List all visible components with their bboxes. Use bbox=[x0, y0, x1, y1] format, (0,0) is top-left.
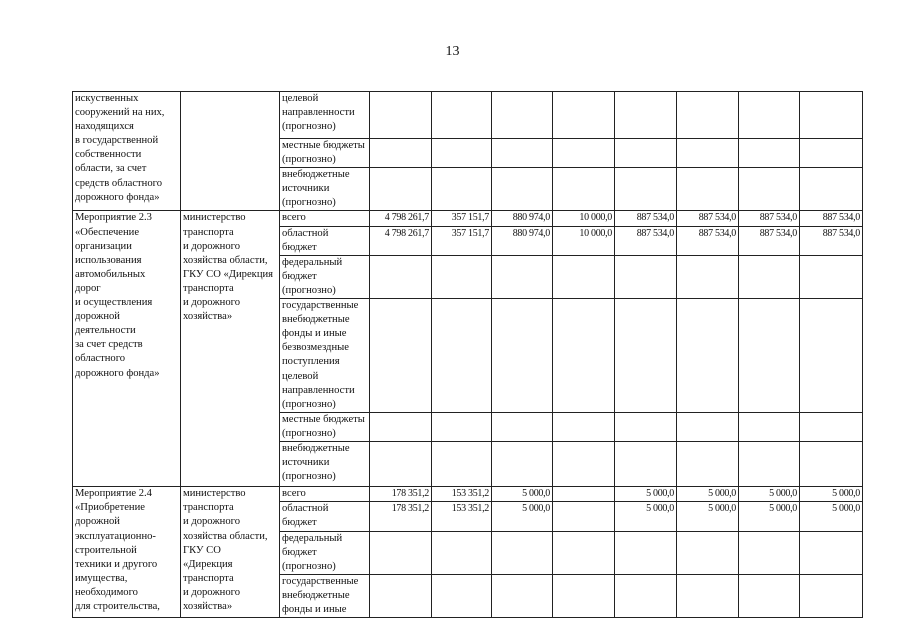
value-cell: 887 534,0 bbox=[615, 226, 677, 255]
value-cell bbox=[615, 139, 677, 168]
value-cell bbox=[615, 92, 677, 139]
value-cell bbox=[432, 255, 492, 298]
value-cell bbox=[370, 531, 432, 574]
funding-source-cell bbox=[280, 487, 370, 502]
table-row bbox=[73, 487, 863, 502]
activity-text: Мероприятие 2.4 «Приобретение дорожной эксплуатационно- строительной техники и другого имущества, необходимого для строительства, bbox=[75, 488, 160, 612]
value-cell bbox=[677, 531, 739, 574]
funding-source-cell bbox=[280, 299, 370, 413]
value-cell bbox=[800, 299, 863, 413]
value-cell: 357 151,7 bbox=[432, 211, 492, 226]
value-cell: 5 000,0 bbox=[800, 502, 863, 531]
value-cell bbox=[739, 139, 800, 168]
activity-cell bbox=[73, 92, 181, 211]
value-cell: 5 000,0 bbox=[677, 487, 739, 502]
value-cell bbox=[615, 574, 677, 617]
value-cell bbox=[370, 442, 432, 487]
value-cell bbox=[553, 442, 615, 487]
value-cell bbox=[553, 502, 615, 531]
funding-source-label: всего bbox=[282, 212, 306, 224]
value-cell: 5 000,0 bbox=[492, 502, 553, 531]
value-cell: 10 000,0 bbox=[553, 211, 615, 226]
value-cell bbox=[553, 139, 615, 168]
value-cell: 178 351,2 bbox=[370, 487, 432, 502]
value-cell bbox=[432, 92, 492, 139]
value-cell bbox=[553, 574, 615, 617]
funding-source-label: федеральный бюджет (прогнозно) bbox=[282, 256, 343, 296]
budget-table bbox=[72, 91, 863, 618]
funding-source-cell bbox=[280, 255, 370, 298]
value-cell bbox=[800, 168, 863, 211]
value-cell bbox=[739, 531, 800, 574]
funding-source-cell bbox=[280, 442, 370, 487]
executor-cell bbox=[181, 211, 280, 487]
value-cell bbox=[553, 299, 615, 413]
value-cell bbox=[800, 139, 863, 168]
value-cell bbox=[492, 168, 553, 211]
value-cell bbox=[432, 299, 492, 413]
value-cell bbox=[432, 442, 492, 487]
value-cell bbox=[370, 92, 432, 139]
value-cell bbox=[615, 168, 677, 211]
funding-source-label: местные бюджеты (прогнозно) bbox=[282, 140, 365, 166]
funding-source-cell bbox=[280, 211, 370, 226]
value-cell bbox=[800, 442, 863, 487]
funding-source-cell bbox=[280, 413, 370, 442]
executor-text: министерство транспорта и дорожного хозяйства области, ГКУ СО «Дирекция транспорта и дорожного хозяйства» bbox=[183, 212, 274, 323]
value-cell bbox=[800, 92, 863, 139]
value-cell bbox=[553, 168, 615, 211]
value-cell bbox=[492, 299, 553, 413]
value-cell bbox=[370, 299, 432, 413]
value-cell: 887 534,0 bbox=[739, 211, 800, 226]
value-cell bbox=[800, 413, 863, 442]
value-cell bbox=[432, 168, 492, 211]
activity-cell bbox=[73, 487, 181, 618]
table-row bbox=[73, 211, 863, 226]
funding-source-label: федеральный бюджет (прогнозно) bbox=[282, 532, 343, 572]
funding-source-cell bbox=[280, 531, 370, 574]
value-cell bbox=[553, 413, 615, 442]
value-cell: 880 974,0 bbox=[492, 211, 553, 226]
value-cell: 5 000,0 bbox=[615, 502, 677, 531]
funding-source-label: внебюджетные источники (прогнозно) bbox=[282, 169, 350, 209]
funding-source-cell bbox=[280, 139, 370, 168]
value-cell bbox=[800, 531, 863, 574]
value-cell: 4 798 261,7 bbox=[370, 211, 432, 226]
executor-cell bbox=[181, 487, 280, 618]
funding-source-cell bbox=[280, 92, 370, 139]
value-cell bbox=[677, 139, 739, 168]
value-cell bbox=[492, 442, 553, 487]
value-cell: 153 351,2 bbox=[432, 487, 492, 502]
value-cell: 5 000,0 bbox=[677, 502, 739, 531]
value-cell bbox=[370, 139, 432, 168]
value-cell bbox=[370, 574, 432, 617]
value-cell: 4 798 261,7 bbox=[370, 226, 432, 255]
funding-source-label: местные бюджеты (прогнозно) bbox=[282, 414, 365, 440]
value-cell: 5 000,0 bbox=[615, 487, 677, 502]
value-cell bbox=[615, 299, 677, 413]
value-cell bbox=[615, 442, 677, 487]
value-cell: 178 351,2 bbox=[370, 502, 432, 531]
value-cell bbox=[739, 92, 800, 139]
value-cell: 153 351,2 bbox=[432, 502, 492, 531]
value-cell: 5 000,0 bbox=[739, 502, 800, 531]
activity-text: Мероприятие 2.3 «Обеспечение организации использования автомобильных дорог и осуществления дорожной деятельности за счет средств областного дорожного фонда» bbox=[75, 212, 160, 379]
value-cell: 357 151,7 bbox=[432, 226, 492, 255]
executor-text: министерство транспорта и дорожного хозяйства области, ГКУ СО «Дирекция транспорта и дорожного хозяйства» bbox=[183, 488, 268, 612]
value-cell: 887 534,0 bbox=[615, 211, 677, 226]
value-cell bbox=[677, 299, 739, 413]
value-cell bbox=[553, 255, 615, 298]
value-cell: 887 534,0 bbox=[739, 226, 800, 255]
value-cell bbox=[677, 442, 739, 487]
value-cell bbox=[432, 574, 492, 617]
value-cell bbox=[615, 531, 677, 574]
value-cell bbox=[615, 413, 677, 442]
value-cell: 880 974,0 bbox=[492, 226, 553, 255]
value-cell: 10 000,0 bbox=[553, 226, 615, 255]
value-cell bbox=[739, 299, 800, 413]
value-cell bbox=[739, 574, 800, 617]
value-cell: 5 000,0 bbox=[800, 487, 863, 502]
value-cell bbox=[739, 255, 800, 298]
value-cell bbox=[370, 168, 432, 211]
value-cell bbox=[370, 413, 432, 442]
value-cell bbox=[492, 574, 553, 617]
value-cell bbox=[432, 531, 492, 574]
table-row bbox=[73, 92, 863, 139]
value-cell bbox=[677, 574, 739, 617]
value-cell bbox=[553, 487, 615, 502]
funding-source-label: внебюджетные источники (прогнозно) bbox=[282, 443, 350, 483]
value-cell bbox=[739, 442, 800, 487]
page-number: 13 bbox=[445, 44, 460, 59]
value-cell bbox=[677, 92, 739, 139]
value-cell: 5 000,0 bbox=[739, 487, 800, 502]
activity-text: искуственных сооружений на них, находящихся в государственной собственности области, за счет средств областного дорожного фонда» bbox=[75, 93, 165, 203]
value-cell: 887 534,0 bbox=[800, 211, 863, 226]
funding-source-label: целевой направленности (прогнозно) bbox=[282, 93, 355, 133]
value-cell bbox=[800, 255, 863, 298]
funding-source-cell bbox=[280, 574, 370, 617]
executor-cell bbox=[181, 92, 280, 211]
value-cell: 887 534,0 bbox=[800, 226, 863, 255]
funding-source-label: областной бюджет bbox=[282, 503, 329, 529]
funding-source-label: государственные внебюджетные фонды и иные безвозмездные поступления целевой направленности (прогнозно) bbox=[282, 300, 359, 410]
value-cell bbox=[677, 413, 739, 442]
funding-source-label: всего bbox=[282, 488, 306, 500]
value-cell bbox=[677, 168, 739, 211]
value-cell bbox=[492, 413, 553, 442]
funding-source-cell bbox=[280, 168, 370, 211]
value-cell: 887 534,0 bbox=[677, 226, 739, 255]
funding-source-cell bbox=[280, 226, 370, 255]
value-cell bbox=[492, 531, 553, 574]
funding-source-label: областной бюджет bbox=[282, 227, 329, 253]
value-cell bbox=[492, 139, 553, 168]
table-body bbox=[73, 92, 863, 618]
funding-source-label: государственные внебюджетные фонды и иные bbox=[282, 575, 359, 615]
value-cell bbox=[492, 92, 553, 139]
value-cell bbox=[739, 168, 800, 211]
value-cell bbox=[615, 255, 677, 298]
value-cell bbox=[800, 574, 863, 617]
value-cell: 5 000,0 bbox=[492, 487, 553, 502]
value-cell bbox=[432, 139, 492, 168]
activity-cell bbox=[73, 211, 181, 487]
value-cell bbox=[370, 255, 432, 298]
funding-source-cell bbox=[280, 502, 370, 531]
value-cell bbox=[739, 413, 800, 442]
value-cell bbox=[677, 255, 739, 298]
value-cell bbox=[432, 413, 492, 442]
value-cell bbox=[553, 531, 615, 574]
value-cell: 887 534,0 bbox=[677, 211, 739, 226]
value-cell bbox=[553, 92, 615, 139]
value-cell bbox=[492, 255, 553, 298]
